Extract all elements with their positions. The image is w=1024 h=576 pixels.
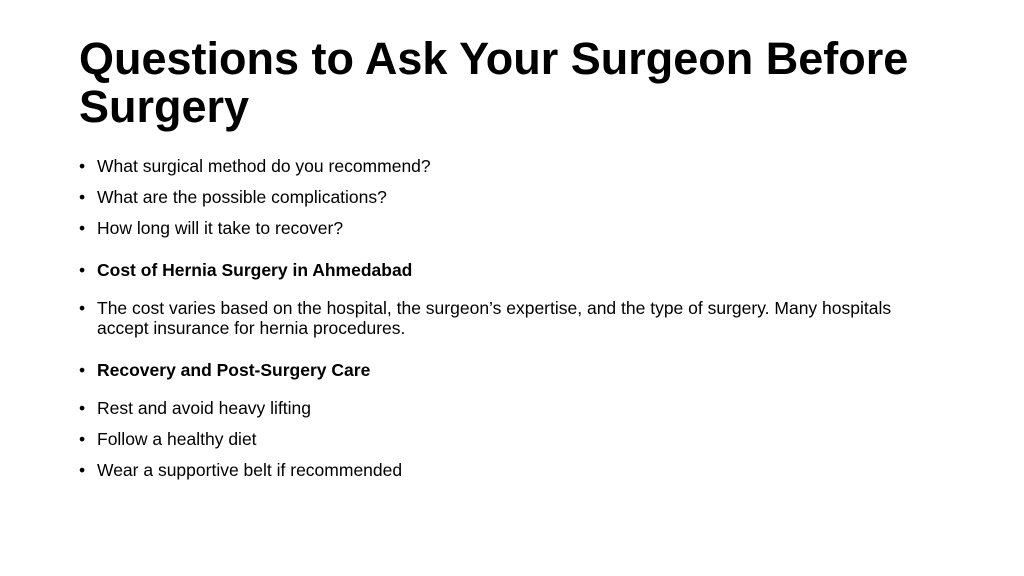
bullet-dot-icon: •	[79, 298, 86, 318]
bullet-text: Follow a healthy diet	[97, 429, 257, 449]
bullet-item	[79, 460, 939, 480]
bullet-item	[79, 398, 939, 418]
bullet-dot-icon: •	[79, 460, 86, 480]
bullet-dot-icon: •	[79, 260, 86, 280]
bullet-dot-icon: •	[79, 218, 86, 238]
bullet-text: How long will it take to recover?	[97, 218, 344, 238]
bullet-dot-icon: •	[79, 360, 86, 380]
bullet-dot-icon: •	[79, 429, 86, 449]
bullet-dot-icon: •	[79, 156, 86, 176]
bullet-text: The cost varies based on the hospital, the surgeon’s expertise, and the type of surgery. Many hospitals accept insurance for hernia procedures.	[97, 298, 892, 338]
section-heading-recovery	[79, 360, 939, 380]
bullet-text: Rest and avoid heavy lifting	[97, 398, 312, 418]
bullet-dot-icon: •	[79, 187, 86, 207]
bullet-item	[79, 187, 939, 207]
bullet-text: Wear a supportive belt if recommended	[97, 460, 403, 480]
bullet-item	[79, 298, 939, 338]
bullet-item	[79, 156, 939, 176]
bullet-text: Recovery and Post-Surgery Care	[97, 360, 371, 380]
bullet-text: Cost of Hernia Surgery in Ahmedabad	[97, 260, 413, 280]
section-heading-cost	[79, 260, 939, 280]
bullet-item	[79, 218, 939, 238]
slide-title: Questions to Ask Your Surgeon Before Surgery	[79, 33, 909, 132]
bullet-dot-icon: •	[79, 398, 86, 418]
bullet-list	[79, 156, 939, 480]
bullet-item	[79, 429, 939, 449]
bullet-text: What surgical method do you recommend?	[97, 156, 431, 176]
bullet-text: What are the possible complications?	[97, 187, 387, 207]
